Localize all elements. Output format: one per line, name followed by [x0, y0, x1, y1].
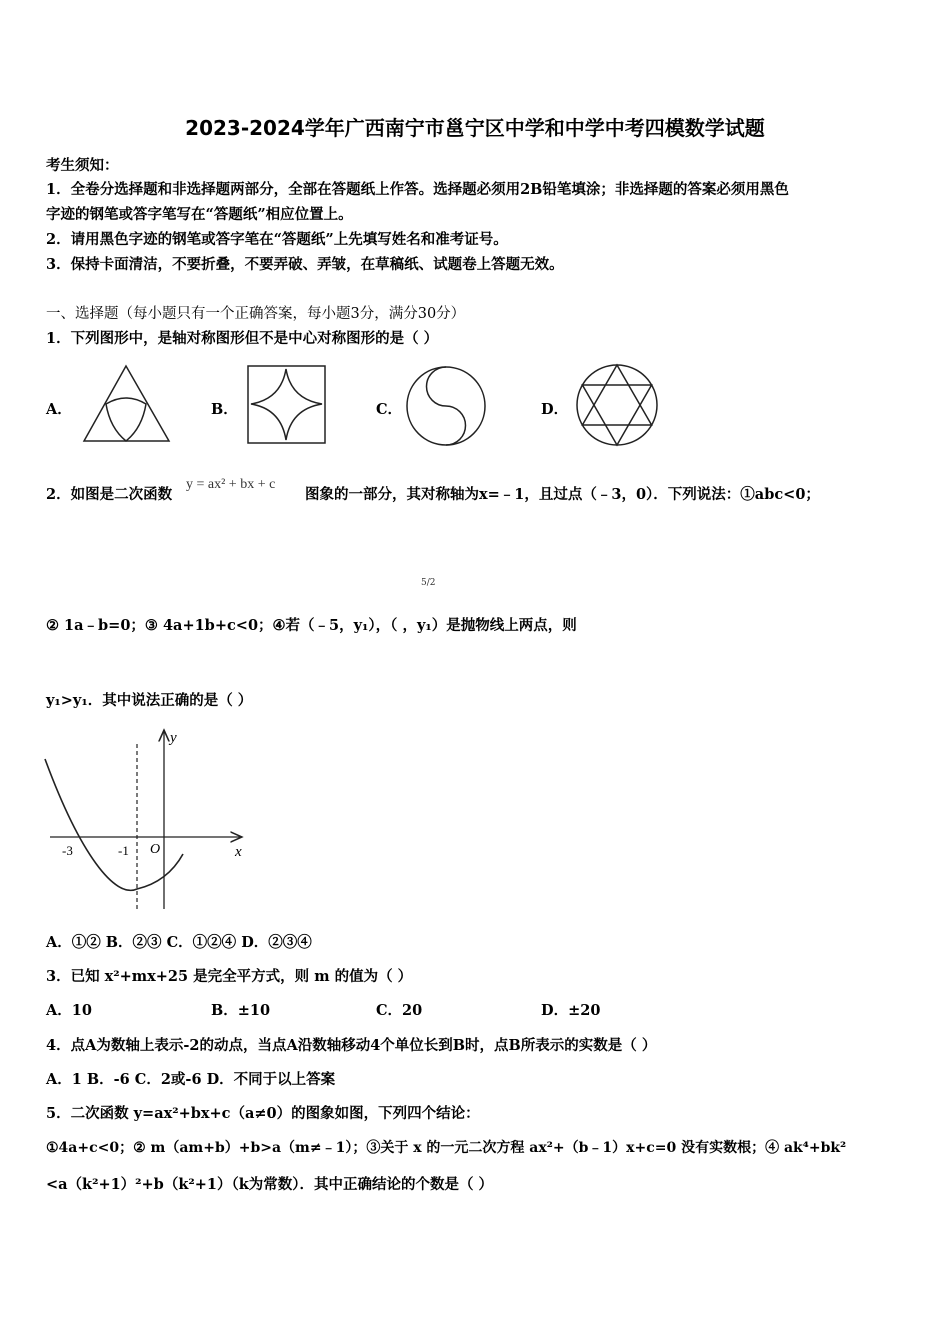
q5-stem: 5．二次函数 y=ax²+bx+c（a≠0）的图象如图，下列四个结论： [46, 1105, 480, 1122]
q2-stem-b: 图象的一部分，其对称轴为x=﹣1，且过点（﹣3，0）．下列说法：①abc<0； [305, 486, 820, 503]
figure-yin-yang [404, 364, 488, 448]
notice-line-1b: 字迹的钢笔或答字笔写在“答题纸”相应位置上。 [46, 206, 353, 223]
x-axis-label: x [235, 844, 242, 860]
q2-fraction: 5/2 [421, 578, 436, 588]
q1-stem: 1．下列图形中，是轴对称图形但不是中心对称图形的是（ ） [46, 330, 439, 347]
q3-option-d: D．±20 [541, 1002, 601, 1019]
q1-option-c: C． [376, 401, 403, 418]
notice-line-2: 2．请用黑色字迹的钢笔或答字笔在“答题纸”上先填写姓名和准考证号。 [46, 231, 508, 248]
notice-line-1: 1．全卷分选择题和非选择题两部分，全部在答题纸上作答。选择题必须用2B铅笔填涂；非选择题的答案必须用黑色 [46, 181, 789, 198]
q3-stem: 3．已知 x²+mx+25 是完全平方式，则 m 的值为（ ） [46, 968, 413, 985]
section-heading: 一、选择题（每小题只有一个正确答案，每小题3分，满分30分） [46, 306, 466, 322]
notice-line-3: 3．保持卡面清洁，不要折叠，不要弄破、弄皱，在草稿纸、试题卷上答题无效。 [46, 256, 564, 273]
q2-stem-a: 2．如图是二次函数 [46, 486, 173, 503]
q3-option-a: A．10 [46, 1002, 92, 1019]
q3-option-b: B．±10 [211, 1002, 271, 1019]
page-title: 2023-2024学年广西南宁市邕宁区中学和中学中考四模数学试题 [185, 116, 765, 140]
q2-parabola-graph [40, 724, 255, 914]
tick-label-neg3: -3 [62, 843, 73, 858]
parabola-curve [45, 759, 183, 890]
origin-label: O [150, 842, 161, 857]
q2-line-3: y₁>y₁．其中说法正确的是（ ） [46, 692, 253, 709]
notice-heading: 考生须知： [46, 157, 119, 174]
q4-stem: 4．点A为数轴上表示-2的动点，当点A沿数轴移动4个单位长到B时，点B所表示的实数是（ ） [46, 1037, 657, 1054]
figure-hexagram [574, 362, 660, 448]
q2-answer-choices: A．①② B．②③ C．①②④ D．②③④ [46, 934, 312, 951]
q1-option-a: A． [46, 401, 72, 418]
q2-line-2: ② 1a﹣b=0；③ 4a+1b+c<0；④若（﹣5，y₁），（ ，y₁）是抛物线上两点，则 [46, 617, 577, 634]
q4-answer-choices: A．1 B．-6 C．2或-6 D．不同于以上答案 [46, 1071, 336, 1088]
q1-option-b: B． [211, 401, 238, 418]
figure-square-star [246, 364, 328, 446]
q5-line-2: ①4a+c<0；② m（am+b）+b>a（m≠﹣1）；③关于 x 的一元二次方程 ax²+（b﹣1）x+c=0 没有实数根；④ ak⁴+bk² [46, 1140, 847, 1156]
q5-line-3: <a（k²+1）²+b（k²+1）（k为常数）．其中正确结论的个数是（ ） [46, 1176, 494, 1193]
figure-triangle-reuleaux [78, 362, 174, 446]
q1-option-d: D． [541, 401, 569, 418]
tick-label-neg1: -1 [118, 843, 129, 858]
q3-option-c: C．20 [376, 1002, 423, 1019]
y-axis-label: y [170, 730, 177, 746]
q2-equation: y = ax² + bx + c [186, 477, 276, 492]
